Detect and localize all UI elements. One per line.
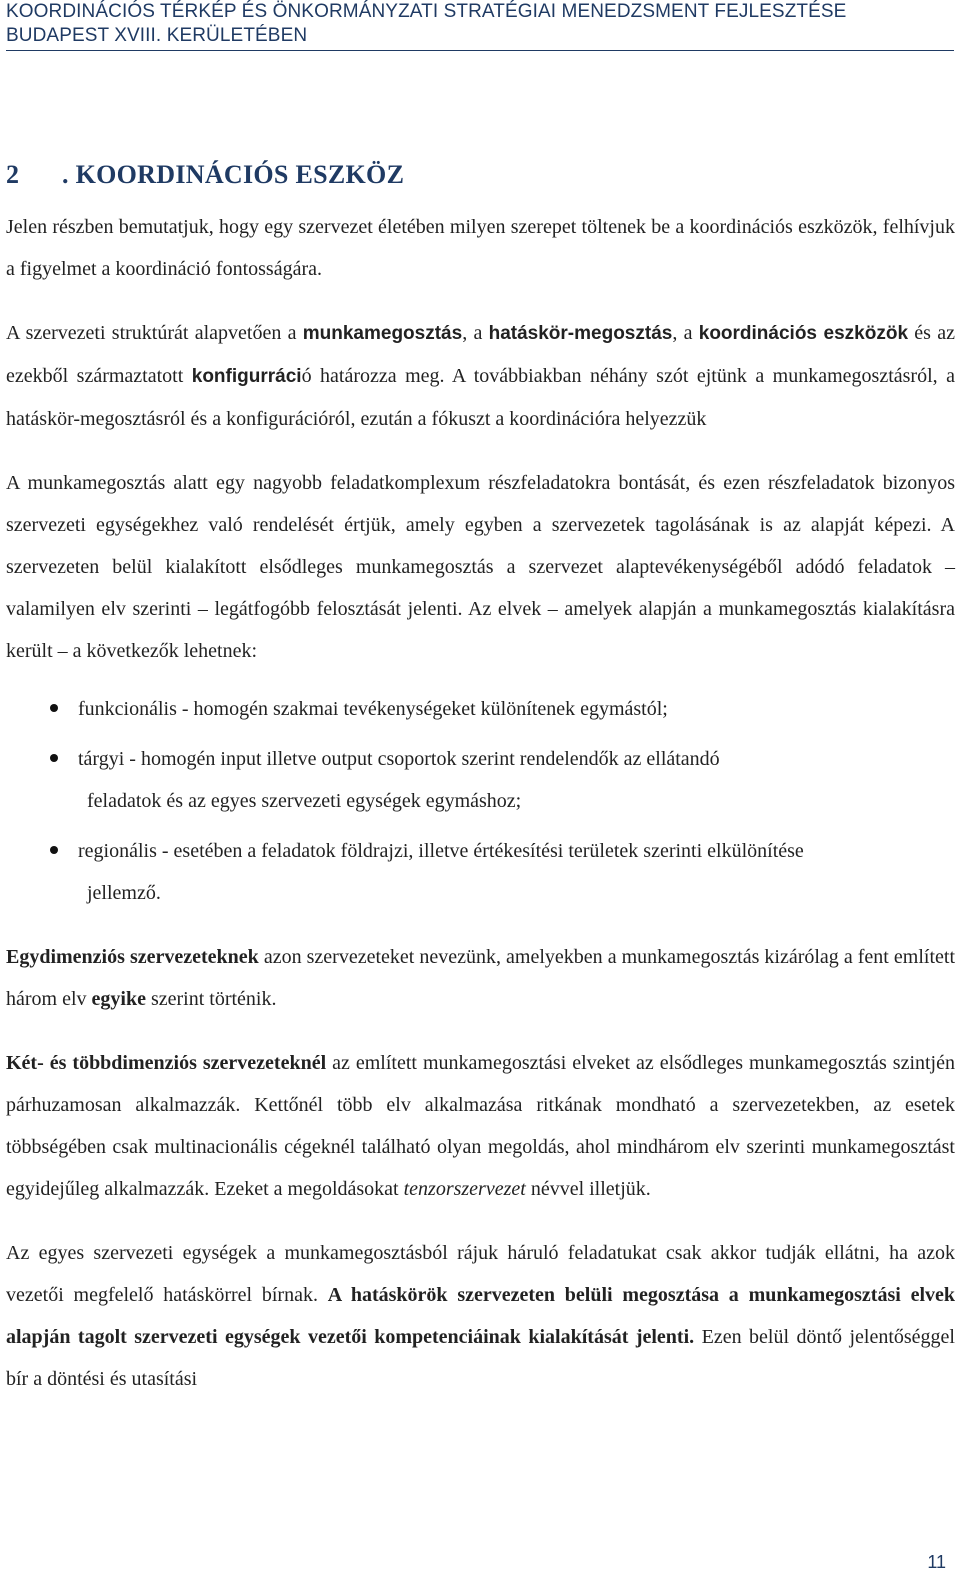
text-run: azon szervezeteket nevezünk, amelyekben a munkamegosztás kizárólag a fent említett három elv — [6, 946, 955, 1010]
document-body — [6, 156, 955, 1400]
bold-term: munkamegosztás — [302, 323, 463, 344]
list-item — [6, 830, 955, 914]
list-item-continuation: feladatok és az egyes szervezeti egységek egymáshoz; — [87, 790, 522, 812]
list-item-continuation: jellemző. — [87, 882, 161, 904]
bold-statement: A hatáskörök szervezeten belüli megosztása a munkamegosztási elvek alapján tagolt szervezeti egységek vezetői kompetenciáinak kialakítását jelenti. — [6, 1284, 955, 1348]
italic-term: tenzorszervezet — [403, 1178, 526, 1200]
text-run: Az egyes szervezeti egységek a munkamegosztásból rájuk háruló feladatukat csak akkor tudják ellátni, ha azok vezetői megfelelő hatáskörrel bírnak. — [6, 1242, 955, 1306]
paragraph-one-dimensional — [6, 936, 955, 1020]
principles-list — [6, 688, 955, 914]
text-run: és az ezekből származtatott — [6, 322, 955, 387]
section-title: . KOORDINÁCIÓS ESZKÖZ — [62, 160, 405, 189]
section-number: 2 — [6, 160, 20, 189]
list-item-text: regionális - esetében a feladatok földrajzi, illetve értékesítési területek szerinti elkülönítése — [78, 840, 804, 862]
paragraph-authority — [6, 1232, 955, 1400]
header-line-2: BUDAPEST XVIII. KERÜLETÉBEN — [6, 25, 308, 46]
bold-term: Két- és többdimenziós szervezeteknél — [6, 1052, 327, 1074]
list-item-text: funkcionális - homogén szakmai tevékenységeket különítenek egymástól; — [78, 698, 668, 720]
text-run: Ezen belül döntő jelentőséggel bír a döntési és utasítási — [6, 1326, 955, 1390]
text-run: névvel illetjük. — [525, 1178, 651, 1200]
paragraph-division-of-labour: A munkamegosztás alatt egy nagyobb feladatkomplexum részfeladatokra bontását, és ezen részfeladatok bizonyos szervezeti egységekhez való rendelését értjük, amely egyben a szervezetek tagolásának is az alapját képezi. A szervezeten belül kialakított elsődleges munkamegosztás a szervezet alaptevékenységéből adódó feladatok – valamilyen elv szerinti – legátfogóbb felosztását jelenti. Az elvek – amelyek alapján a munkamegosztás kialakításra került – a következők lehetnek: — [6, 472, 955, 662]
bold-term: egyike — [91, 988, 146, 1010]
running-header — [6, 0, 954, 51]
header-line-1: KOORDINÁCIÓS TÉRKÉP ÉS ÖNKORMÁNYZATI STRATÉGIAI MENEDZSMENT FEJLESZTÉSE — [6, 1, 847, 22]
paragraph-multi-dimensional — [6, 1042, 955, 1210]
bold-term: hatáskör-megosztás — [488, 323, 673, 344]
bold-term: konfigurráci — [191, 366, 302, 387]
text-run: szerint történik. — [145, 988, 277, 1010]
list-item — [6, 738, 955, 822]
bold-term: Egydimenziós szervezeteknek — [6, 946, 259, 968]
text-run: , a — [672, 322, 699, 344]
text-run: az említett munkamegosztási elveket az elsődleges munkamegosztás szintjén párhuzamosan alkalmazzák. Kettőnél több elv alkalmazása ritkának mondható a szervezetekben, az esetek többségében csak multinacionális cégeknél található olyan megoldás, ahol mindhárom elv szerinti munkamegosztást egyidejűleg alkalmazzák. Ezeket a megoldásokat — [6, 1052, 955, 1200]
bold-term: koordinációs eszközök — [698, 323, 909, 344]
page-number: 11 — [927, 1552, 946, 1572]
list-item-text: tárgyi - homogén input illetve output csoportok szerint rendelendők az ellátandó — [78, 748, 720, 770]
text-run: ó határozza meg. A továbbiakban néhány szót ejtünk a munkamegosztásról, a hatáskör-megosztásról és a konfigurációról, ezután a fókuszt a koordinációra helyezzük — [6, 365, 955, 430]
text-run: A szervezeti struktúrát alapvetően a — [6, 322, 303, 344]
header-rule — [6, 50, 954, 51]
paragraph-intro: Jelen részben bemutatjuk, hogy egy szervezet életében milyen szerepet töltenek be a koordinációs eszközök, felhívjuk a figyelmet a koordináció fontosságára. — [6, 216, 955, 280]
text-run: , a — [462, 322, 489, 344]
paragraph-structure — [6, 312, 955, 440]
list-item — [6, 688, 955, 730]
section-heading — [6, 156, 955, 194]
